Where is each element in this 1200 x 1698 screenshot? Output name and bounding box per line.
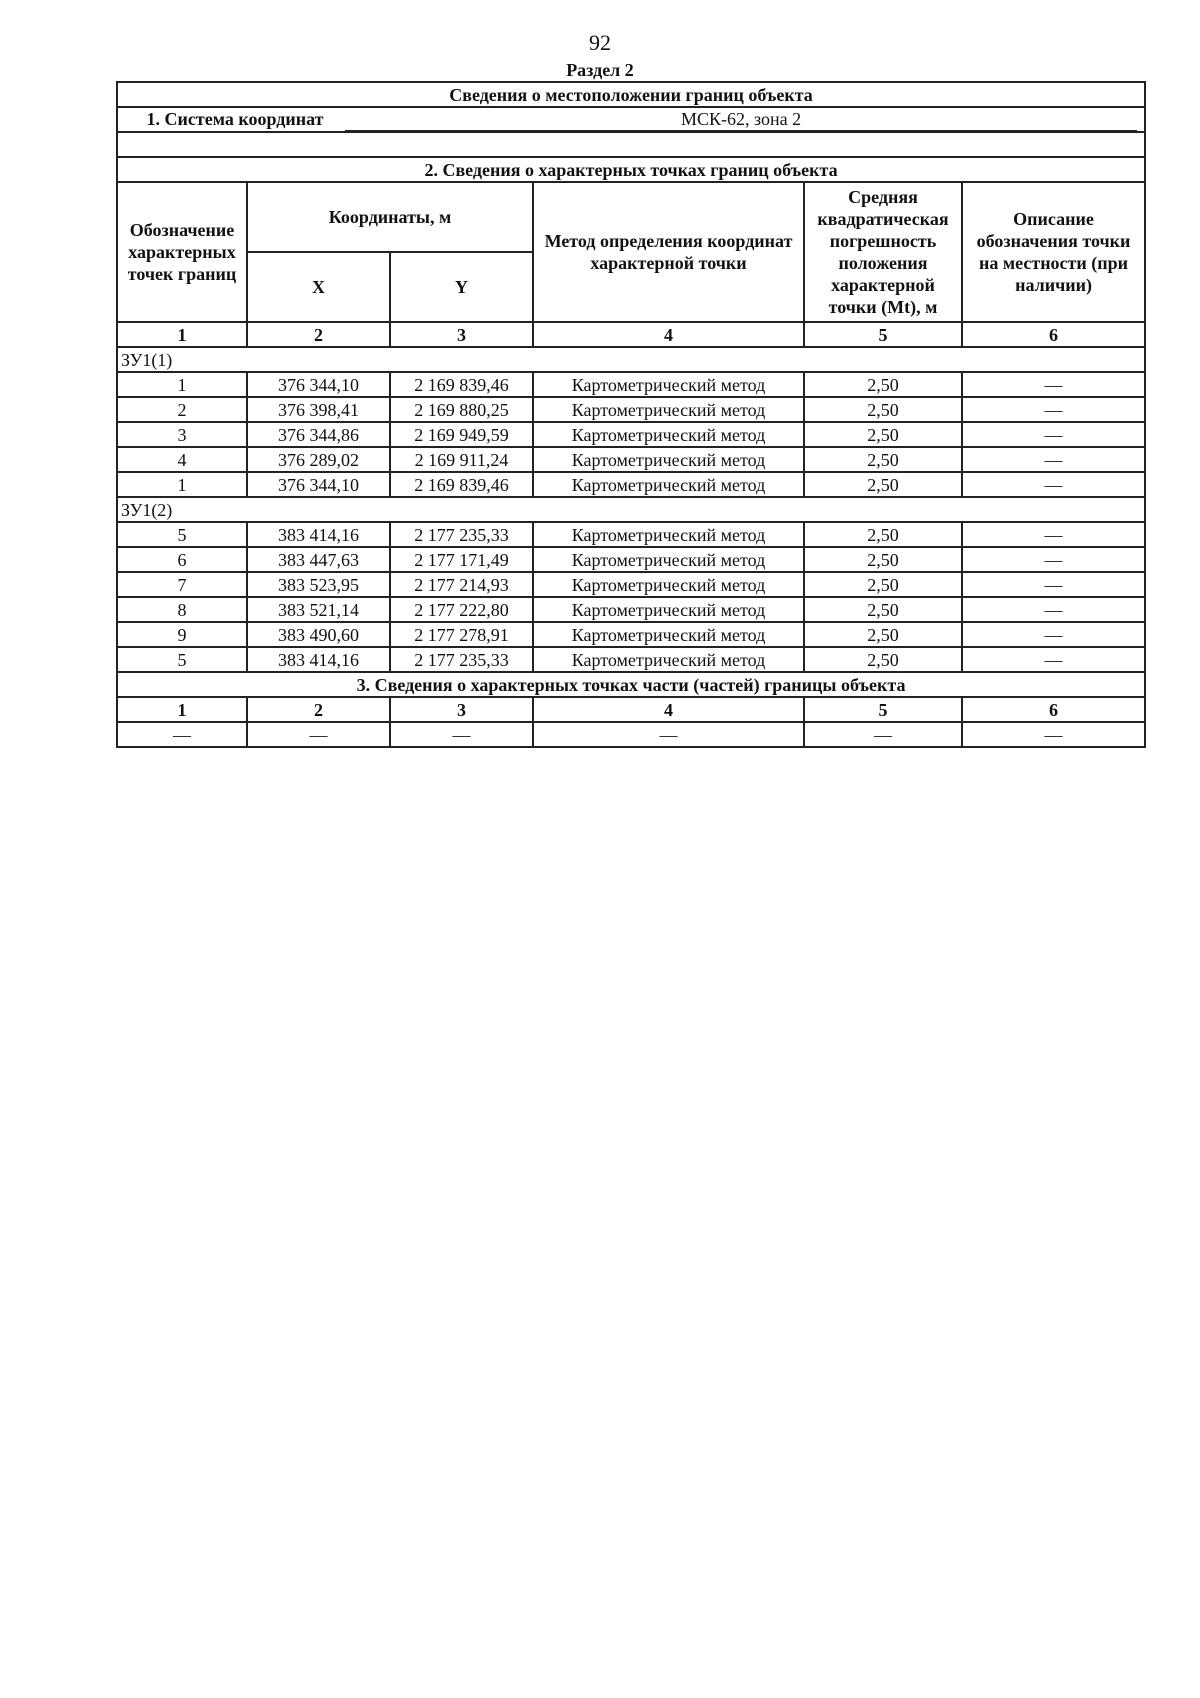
description: — bbox=[962, 622, 1145, 647]
point-number: 1 bbox=[117, 472, 247, 497]
description: — bbox=[962, 722, 1145, 747]
y-coordinate: 2 169 839,46 bbox=[390, 372, 533, 397]
method: Картометрический метод bbox=[533, 472, 804, 497]
column-number: 5 bbox=[804, 322, 962, 347]
x-coordinate: 376 398,41 bbox=[247, 397, 390, 422]
boundary-table bbox=[116, 81, 1146, 748]
column-number: 3 bbox=[390, 322, 533, 347]
method: Картометрический метод bbox=[533, 522, 804, 547]
description: — bbox=[962, 372, 1145, 397]
description: — bbox=[962, 397, 1145, 422]
description: — bbox=[962, 647, 1145, 672]
table-row bbox=[117, 422, 1145, 447]
y-coordinate: 2 169 949,59 bbox=[390, 422, 533, 447]
header-description: Описание обозначения точки на местности (при наличии) bbox=[962, 182, 1145, 322]
point-number: 5 bbox=[117, 647, 247, 672]
error: 2,50 bbox=[804, 622, 962, 647]
header-y: Y bbox=[390, 252, 533, 322]
error: 2,50 bbox=[804, 397, 962, 422]
x-coordinate: 383 490,60 bbox=[247, 622, 390, 647]
y-coordinate: 2 169 911,24 bbox=[390, 447, 533, 472]
column-number: 4 bbox=[533, 697, 804, 722]
column-number: 2 bbox=[247, 697, 390, 722]
column-number: 6 bbox=[962, 322, 1145, 347]
table-row bbox=[117, 647, 1145, 672]
y-coordinate: 2 177 222,80 bbox=[390, 597, 533, 622]
description: — bbox=[962, 522, 1145, 547]
point-number: 7 bbox=[117, 572, 247, 597]
error: 2,50 bbox=[804, 522, 962, 547]
error: 2,50 bbox=[804, 422, 962, 447]
table-row bbox=[117, 372, 1145, 397]
error: 2,50 bbox=[804, 647, 962, 672]
table-row bbox=[117, 597, 1145, 622]
column-number: 1 bbox=[117, 697, 247, 722]
group-header-row bbox=[117, 497, 1145, 522]
column-number: 1 bbox=[117, 322, 247, 347]
x-coordinate: 376 344,10 bbox=[247, 472, 390, 497]
description: — bbox=[962, 472, 1145, 497]
header-coordinates: Координаты, м bbox=[247, 182, 533, 252]
method: Картометрический метод bbox=[533, 372, 804, 397]
column-number: 6 bbox=[962, 697, 1145, 722]
method: Картометрический метод bbox=[533, 447, 804, 472]
coordinate-system-label: 1. Система координат bbox=[146, 109, 324, 129]
table-row bbox=[117, 622, 1145, 647]
parts-row bbox=[117, 722, 1145, 747]
parts-column-numbers-row bbox=[117, 697, 1145, 722]
column-numbers-row bbox=[117, 322, 1145, 347]
description: — bbox=[962, 597, 1145, 622]
method: Картометрический метод bbox=[533, 622, 804, 647]
column-number: 5 bbox=[804, 697, 962, 722]
column-number: 3 bbox=[390, 697, 533, 722]
points-title: 2. Сведения о характерных точках границ объекта bbox=[117, 157, 1145, 182]
description: — bbox=[962, 422, 1145, 447]
point-number: 4 bbox=[117, 447, 247, 472]
description: — bbox=[962, 572, 1145, 597]
header-x: X bbox=[247, 252, 390, 322]
error: 2,50 bbox=[804, 547, 962, 572]
parts-title: 3. Сведения о характерных точках части (частей) границы объекта bbox=[117, 672, 1145, 697]
method: Картометрический метод bbox=[533, 647, 804, 672]
error: 2,50 bbox=[804, 472, 962, 497]
x-coordinate: 376 344,10 bbox=[247, 372, 390, 397]
method: Картометрический метод bbox=[533, 547, 804, 572]
point-number: 6 bbox=[117, 547, 247, 572]
coordinate-system-row bbox=[117, 107, 1145, 132]
table-title: Сведения о местоположении границ объекта bbox=[117, 82, 1145, 107]
page-number: 92 bbox=[589, 30, 611, 55]
table-row bbox=[117, 572, 1145, 597]
x-coordinate: 383 523,95 bbox=[247, 572, 390, 597]
table-title-row bbox=[117, 82, 1145, 107]
header-row-1 bbox=[117, 182, 1145, 252]
point-number: 9 bbox=[117, 622, 247, 647]
y-coordinate: 2 177 214,93 bbox=[390, 572, 533, 597]
error: 2,50 bbox=[804, 572, 962, 597]
y-coordinate: 2 177 235,33 bbox=[390, 647, 533, 672]
x-coordinate: 376 344,86 bbox=[247, 422, 390, 447]
group-header-row bbox=[117, 347, 1145, 372]
x-coordinate: 383 447,63 bbox=[247, 547, 390, 572]
table-row bbox=[117, 397, 1145, 422]
point-number: 5 bbox=[117, 522, 247, 547]
y-coordinate: 2 169 880,25 bbox=[390, 397, 533, 422]
coordinate-system-cell bbox=[117, 107, 1145, 132]
table-row bbox=[117, 547, 1145, 572]
group-name: ЗУ1(1) bbox=[117, 347, 1145, 372]
method: — bbox=[533, 722, 804, 747]
section-title: Раздел 2 bbox=[566, 60, 634, 80]
method: Картометрический метод bbox=[533, 422, 804, 447]
y-coordinate: 2 177 171,49 bbox=[390, 547, 533, 572]
x-coordinate: 383 414,16 bbox=[247, 522, 390, 547]
description: — bbox=[962, 547, 1145, 572]
x-coordinate: 376 289,02 bbox=[247, 447, 390, 472]
spacer-cell bbox=[117, 132, 1145, 157]
table-row bbox=[117, 522, 1145, 547]
point-number: 8 bbox=[117, 597, 247, 622]
error: 2,50 bbox=[804, 597, 962, 622]
x-coordinate: 383 521,14 bbox=[247, 597, 390, 622]
method: Картометрический метод bbox=[533, 397, 804, 422]
error: — bbox=[804, 722, 962, 747]
coordinate-system-value: МСК-62, зона 2 bbox=[345, 109, 1137, 131]
error: 2,50 bbox=[804, 447, 962, 472]
method: Картометрический метод bbox=[533, 572, 804, 597]
points-title-row bbox=[117, 157, 1145, 182]
group-name: ЗУ1(2) bbox=[117, 497, 1145, 522]
x-coordinate: — bbox=[247, 722, 390, 747]
table-row bbox=[117, 447, 1145, 472]
description: — bbox=[962, 447, 1145, 472]
y-coordinate: 2 177 278,91 bbox=[390, 622, 533, 647]
x-coordinate: 383 414,16 bbox=[247, 647, 390, 672]
error: 2,50 bbox=[804, 372, 962, 397]
spacer-row bbox=[117, 132, 1145, 157]
y-coordinate: — bbox=[390, 722, 533, 747]
header-error: Средняя квадратическая погрешность положения характерной точки (Mt), м bbox=[804, 182, 962, 322]
table-row bbox=[117, 472, 1145, 497]
header-method: Метод определения координат характерной точки bbox=[533, 182, 804, 322]
method: Картометрический метод bbox=[533, 597, 804, 622]
y-coordinate: 2 177 235,33 bbox=[390, 522, 533, 547]
header-designation: Обозначение характерных точек границ bbox=[117, 182, 247, 322]
point-number: — bbox=[117, 722, 247, 747]
parts-title-row bbox=[117, 672, 1145, 697]
column-number: 2 bbox=[247, 322, 390, 347]
column-number: 4 bbox=[533, 322, 804, 347]
point-number: 3 bbox=[117, 422, 247, 447]
point-number: 1 bbox=[117, 372, 247, 397]
point-number: 2 bbox=[117, 397, 247, 422]
y-coordinate: 2 169 839,46 bbox=[390, 472, 533, 497]
